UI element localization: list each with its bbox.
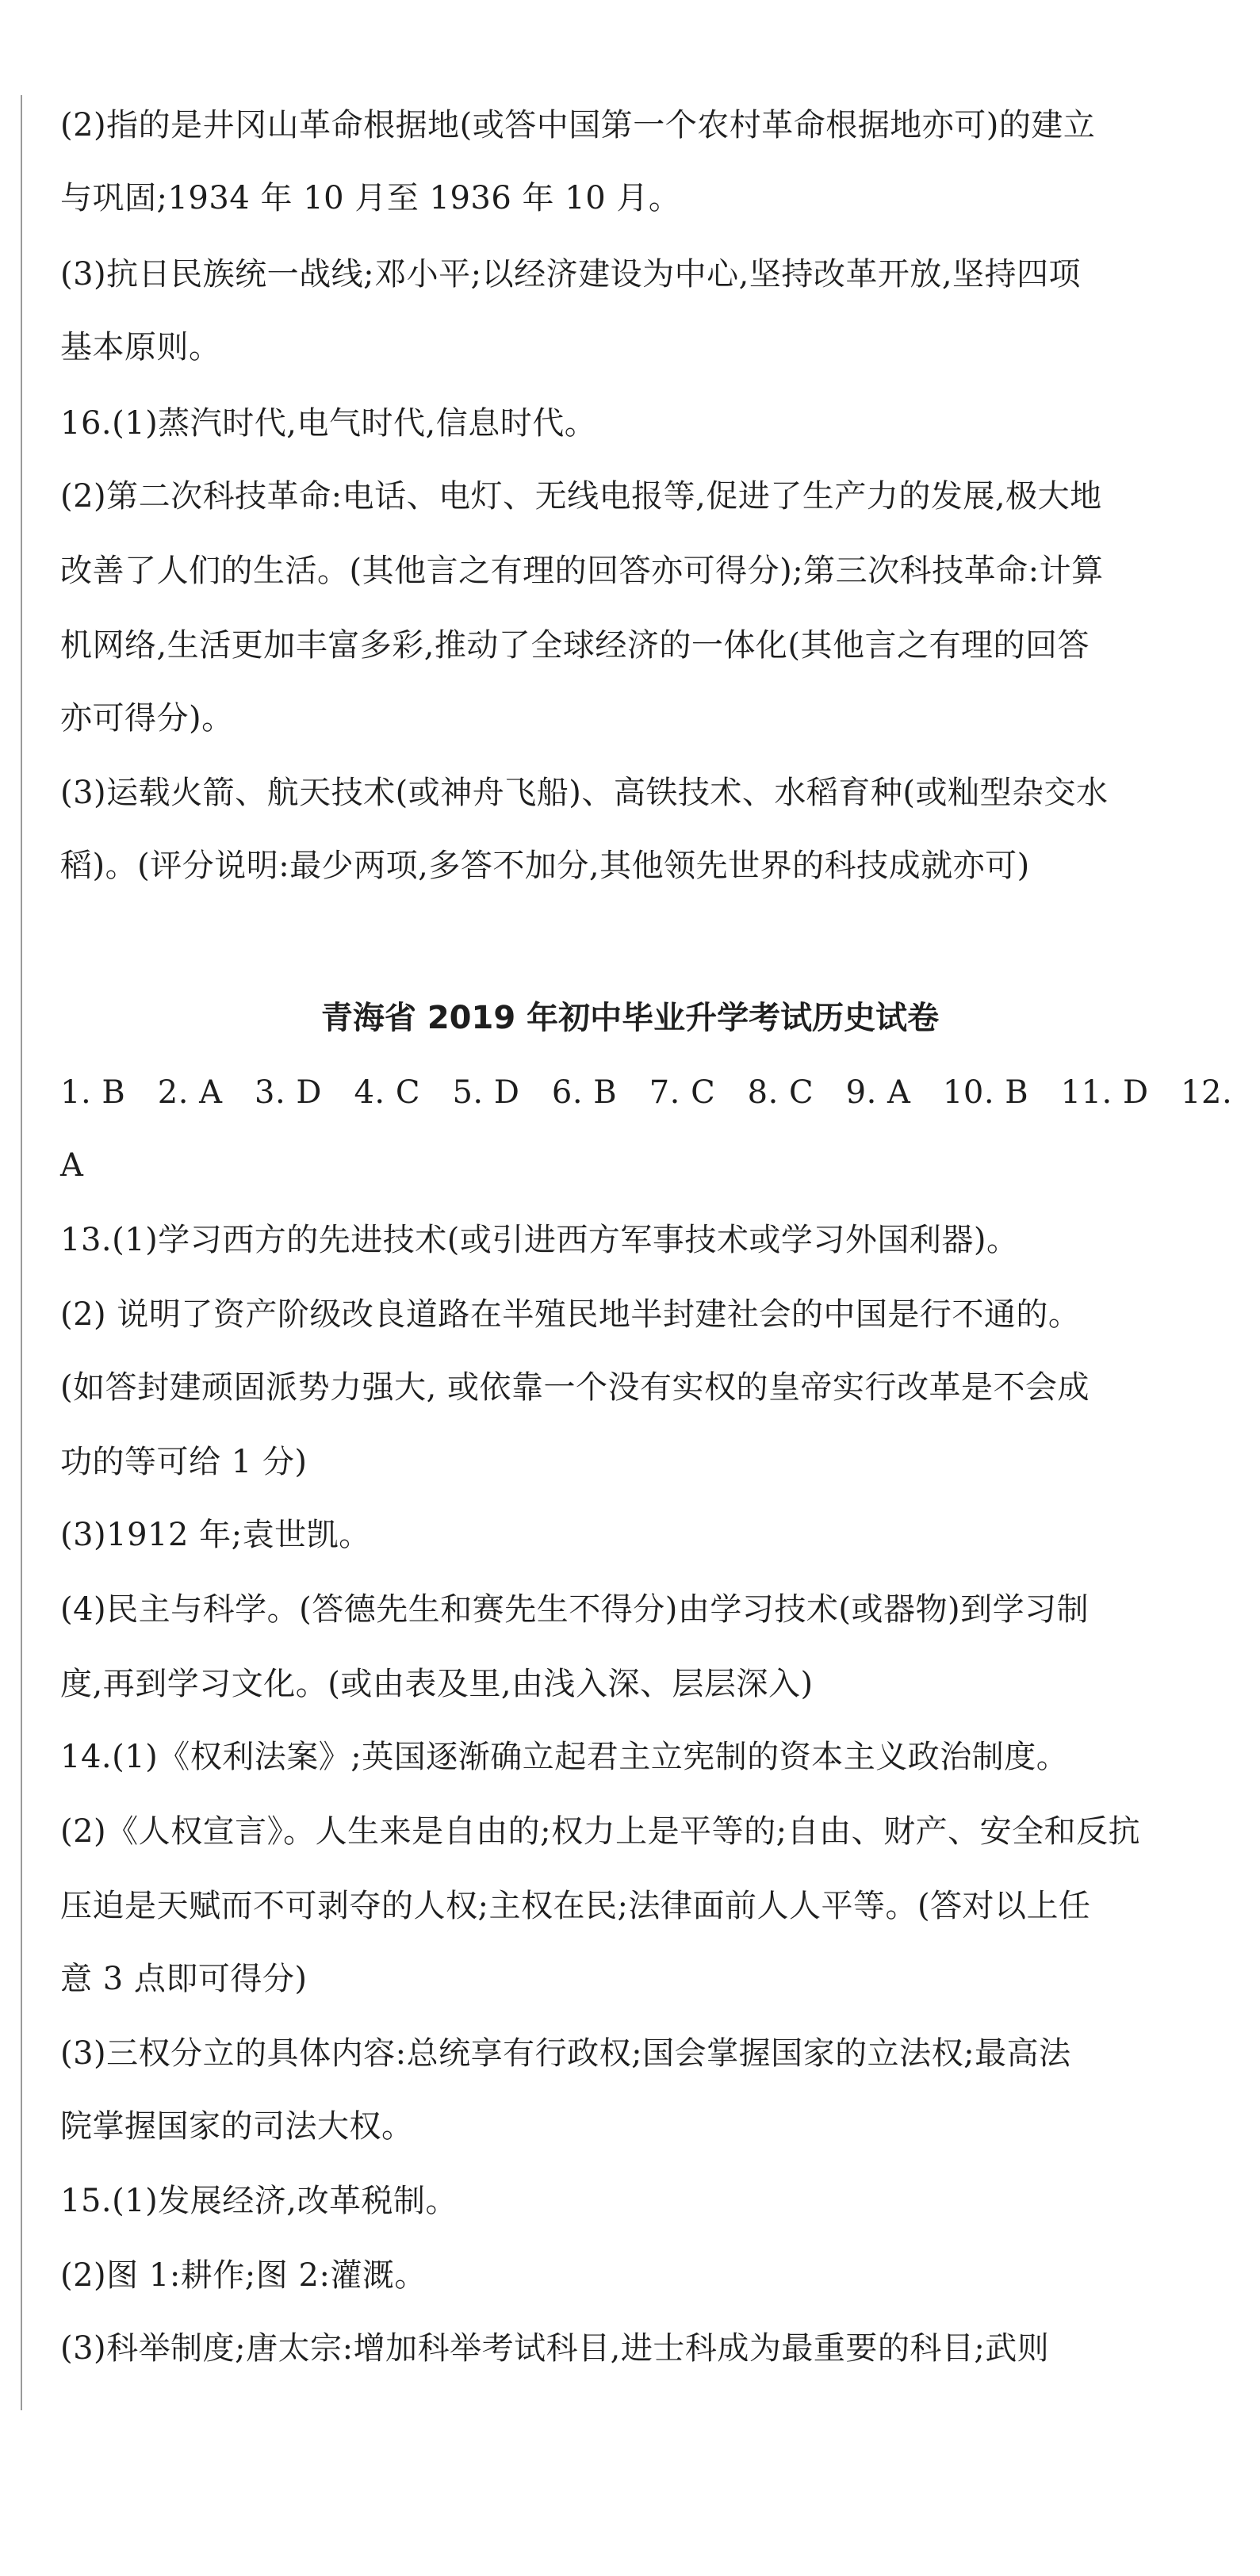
text-line: (3)抗日民族统一战线;邓小平;以经济建设为中心,坚持改革开放,坚持四项	[60, 256, 1082, 293]
text-line: 功的等可给 1 分)	[60, 1444, 308, 1480]
text-line: 机网络,生活更加丰富多彩,推动了全球经济的一体化(其他言之有理的回答	[60, 627, 1090, 664]
text-line: 亦可得分)。	[60, 700, 234, 737]
text-line: (2)《人权宣言》。人生来是自由的;权力上是平等的;自由、财产、安全和反抗	[60, 1813, 1141, 1850]
text-line: (如答封建顽固派势力强大, 或依靠一个没有实权的皇帝实行改革是不会成	[60, 1369, 1090, 1406]
text-line: 稻)。(评分说明:最少两项,多答不加分,其他领先世界的科技成就亦可)	[60, 848, 1030, 884]
text-line: 院掌握国家的司法大权。	[60, 2108, 414, 2145]
text-line: (2) 说明了资产阶级改良道路在半殖民地半封建社会的中国是行不通的。	[60, 1296, 1081, 1333]
text-line: 度,再到学习文化。(或由表及里,由浅入深、层层深入)	[60, 1666, 814, 1702]
text-line: 1. B 2. A 3. D 4. C 5. D 6. B 7. C 8. C 9. A 10. B 11. D 12.	[60, 1074, 1233, 1111]
text-line: (3)运载火箭、航天技术(或神舟飞船)、高铁技术、水稻育种(或籼型杂交水	[60, 775, 1109, 811]
text-line: (3)三权分立的具体内容:总统享有行政权;国会掌握国家的立法权;最高法	[60, 2035, 1071, 2072]
text-line: (2)指的是井冈山革命根据地(或答中国第一个农村革命根据地亦可)的建立	[60, 107, 1096, 144]
text-line: 压迫是天赋而不可剥夺的人权;主权在民;法律面前人人平等。(答对以上任	[60, 1888, 1091, 1924]
exam-title: 青海省 2019 年初中毕业升学考试历史试卷	[320, 1000, 940, 1036]
text-line: (2)图 1:耕作;图 2:灌溉。	[60, 2257, 427, 2294]
text-line: 13.(1)学习西方的先进技术(或引进西方军事技术或学习外国利器)。	[60, 1222, 1019, 1258]
text-line: 14.(1)《权利法案》;英国逐渐确立起君主立宪制的资本主义政治制度。	[60, 1739, 1069, 1775]
text-line: 意 3 点即可得分)	[60, 1961, 308, 1997]
text-line: 16.(1)蒸汽时代,电气时代,信息时代。	[60, 405, 597, 442]
text-line: 与巩固;1934 年 10 月至 1936 年 10 月。	[60, 180, 681, 216]
text-line: 改善了人们的生活。(其他言之有理的回答亦可得分);第三次科技革命:计算	[60, 553, 1104, 589]
text-line: 15.(1)发展经济,改革税制。	[60, 2183, 458, 2219]
text-line: (3)科举制度;唐太宗:增加科举考试科目,进士科成为最重要的科目;武则	[60, 2330, 1050, 2367]
left-margin-rule	[21, 95, 22, 2410]
text-line: A	[60, 1147, 84, 1184]
text-line: (3)1912 年;袁世凯。	[60, 1517, 371, 1553]
text-line: (4)民主与科学。(答德先生和赛先生不得分)由学习技术(或器物)到学习制	[60, 1591, 1090, 1628]
text-line: 基本原则。	[60, 329, 221, 366]
text-line: (2)第二次科技革命:电话、电灯、无线电报等,促进了生产力的发展,极大地	[60, 478, 1102, 515]
